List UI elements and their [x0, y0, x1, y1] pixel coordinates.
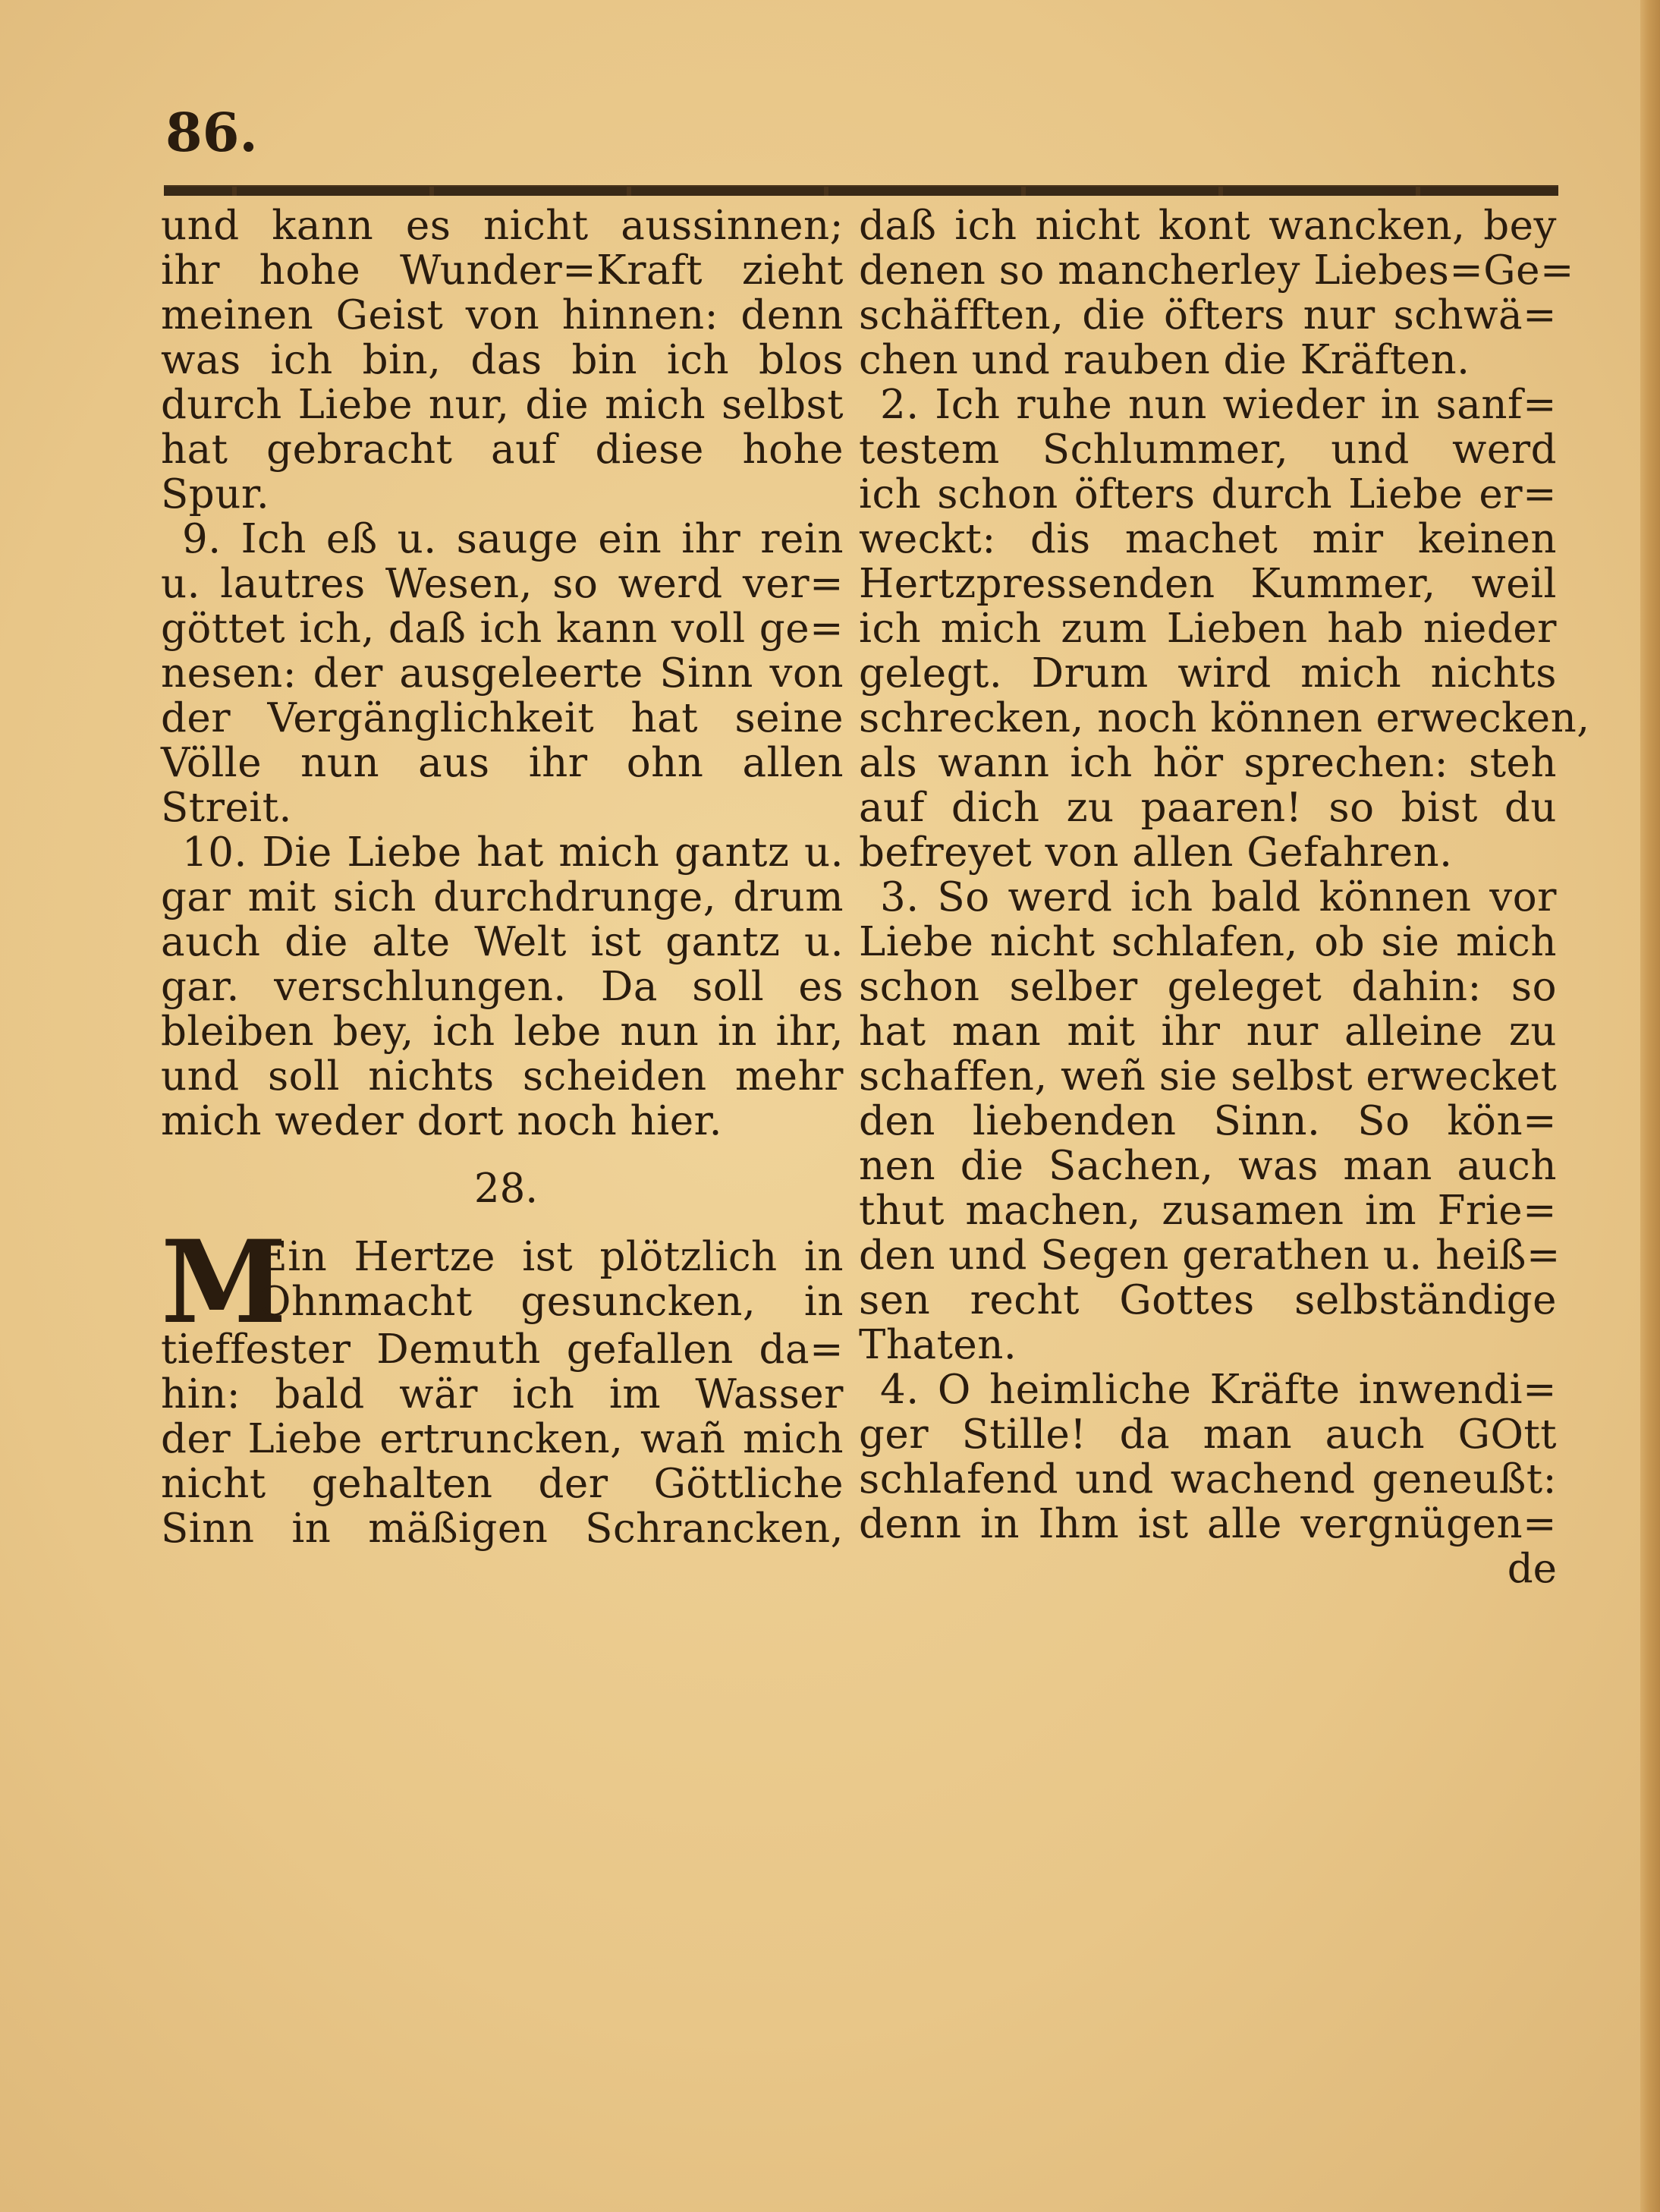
- text-line: testem Schlummer, und werd: [859, 426, 1557, 473]
- text-line: daß ich nicht kont wancken, bey: [859, 203, 1557, 249]
- text-line: durch Liebe nur, die mich selbst: [161, 382, 844, 428]
- text-line: Streit.: [161, 785, 292, 831]
- text-line: ihr hohe Wunder=Kraft zieht: [161, 247, 844, 294]
- text-line: der Vergänglichkeit hat seine: [161, 695, 844, 741]
- hymn-opening: [161, 1216, 844, 1552]
- text-line: bleiben bey, ich lebe nun in ihr,: [161, 1008, 844, 1055]
- text-line: schon selber geleget dahin: so: [859, 964, 1557, 1010]
- text-line: Sinn in mäßigen Schrancken,: [161, 1506, 844, 1552]
- text-line: den liebenden Sinn. So kön=: [859, 1098, 1557, 1144]
- text-line: gelegt. Drum wird mich nichts: [859, 650, 1557, 697]
- text-line: auf dich zu paaren! so bist du: [859, 785, 1557, 831]
- text-line: chen und rauben die Kräften.: [859, 337, 1470, 383]
- text-line: nen die Sachen, was man auch: [859, 1143, 1557, 1189]
- text-line: den und Segen gerathen u. heiß=: [859, 1232, 1561, 1279]
- text-line: sen recht Gottes selbständige: [859, 1277, 1557, 1323]
- text-line: was ich bin, das bin ich blos: [161, 337, 844, 383]
- text-line: u. lautres Wesen, so werd ver=: [161, 561, 844, 607]
- verse-start-line: 4. O heimliche Kräfte inwendi=: [880, 1367, 1557, 1413]
- text-line: gar. verschlungen. Da soll es: [161, 964, 844, 1010]
- text-line: ich mich zum Lieben hab nieder: [859, 606, 1557, 652]
- text-line: weckt: dis machet mir keinen: [859, 516, 1557, 562]
- text-line: Völle nun aus ihr ohn allen: [161, 740, 844, 786]
- text-line: meinen Geist von hinnen: denn: [161, 292, 844, 338]
- text-line: schaffen, weñ sie selbst erwecket: [859, 1053, 1558, 1100]
- page-edge: [1640, 0, 1660, 2212]
- text-line: befreyet von allen Gefahren.: [859, 829, 1453, 876]
- text-line: Ohnmacht gesuncken, in: [258, 1279, 844, 1325]
- text-line: als wann ich hör sprechen: steh: [859, 740, 1557, 786]
- text-line: und kann es nicht aussinnen;: [161, 203, 844, 249]
- text-line: hat gebracht auf diese hohe: [161, 426, 844, 473]
- text-line: schrecken, noch können erwecken,: [859, 695, 1590, 741]
- text-line: hin: bald wär ich im Wasser: [161, 1371, 844, 1418]
- text-line: schlafend und wachend geneußt:: [859, 1456, 1557, 1502]
- verse-start-line: 3. So werd ich bald können vor: [880, 874, 1557, 920]
- verse-start-line: 9. Ich eß u. sauge ein ihr rein: [182, 516, 844, 562]
- hymn-number: 28.: [473, 1166, 539, 1212]
- text-line: ich schon öfters durch Liebe er=: [859, 471, 1557, 518]
- verse-start-line: 2. Ich ruhe nun wieder in sanf=: [880, 382, 1557, 428]
- text-line: und soll nichts scheiden mehr: [161, 1053, 844, 1100]
- text-line: hat man mit ihr nur alleine zu: [859, 1008, 1557, 1055]
- text-line: ger Stille! da man auch GOtt: [859, 1411, 1557, 1458]
- text-line: nicht gehalten der Göttliche: [161, 1461, 844, 1507]
- text-line: mich weder dort noch hier.: [161, 1098, 722, 1144]
- text-line: Thaten.: [859, 1322, 1017, 1368]
- text-line: göttet ich, daß ich kann voll ge=: [161, 606, 844, 652]
- header-rule: [164, 185, 1558, 196]
- text-line: thut machen, zusamen im Frie=: [859, 1188, 1557, 1234]
- text-line: denn in Ihm ist alle vergnügen=: [859, 1501, 1557, 1547]
- text-line: denen so mancherley Liebes=Ge=: [859, 247, 1574, 294]
- text-line: der Liebe ertruncken, wañ mich: [161, 1416, 844, 1462]
- text-line: Ein Hertze ist plötzlich in: [258, 1234, 844, 1280]
- text-line: nesen: der ausgeleerte Sinn von: [161, 650, 844, 697]
- text-line: gar mit sich durchdrunge, drum: [161, 874, 844, 920]
- text-line: Liebe nicht schlafen, ob sie mich: [859, 919, 1557, 965]
- right-column: [859, 203, 1590, 1592]
- verse-start-line: 10. Die Liebe hat mich gantz u.: [182, 829, 844, 876]
- drop-cap: M: [161, 1216, 288, 1349]
- text-line: schäfften, die öfters nur schwä=: [859, 292, 1557, 338]
- text-line: tieffester Demuth gefallen da=: [161, 1326, 844, 1373]
- text-line: auch die alte Welt ist gantz u.: [161, 919, 844, 965]
- page-number: 86.: [165, 101, 258, 164]
- catchword: de: [1507, 1546, 1557, 1592]
- text-line: Spur.: [161, 471, 270, 518]
- text-line: Hertzpressenden Kummer, weil: [859, 561, 1557, 607]
- left-column: [161, 203, 844, 1551]
